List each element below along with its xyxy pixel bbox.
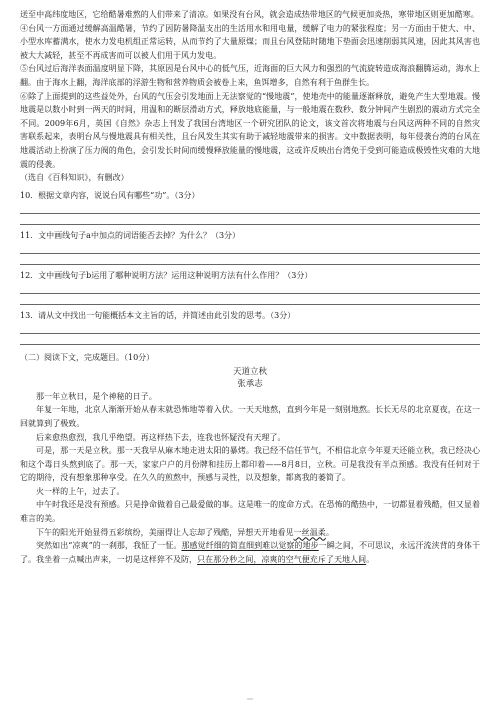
question-12-block: [20, 269, 480, 305]
document-page: [20, 8, 480, 566]
answer-line[interactable]: [20, 264, 480, 265]
story-text: 突然如出“凉爽”的一刹那，我怔了一怔。: [36, 541, 182, 551]
reading-paragraph-5: ⑤台风过后海洋表面温度明显下降，其原因是台风中心的低气压，近海面的巨大风力和强烈的气流旋转造成海浪翻腾运动，海水上翻。由于海水上翻，海洋底部的浮游生物和营养物质会被卷上来，鱼饵增多，自然有利于鱼群生长。: [20, 64, 480, 87]
section-heading: （二）阅读下文，完成题目。（10分）: [20, 352, 155, 362]
reading-paragraph-4: ④台风一方面通过缓解高温酷暑，节约了因防暑降温支出的生活用水和用电量，缓解了电力的紧张程度；另一方面由于使大、中、小型水库蓄满水，使水力发电机组正常运转，从而节约了大量原煤；而且台风登陆时随地下垫面会迅速削弱其风速，因此其风害也被大大减轻，甚至不再成害而可以被人们用于风力发电。: [20, 23, 480, 60]
story-paragraph-4: 可是，那一天是立秋。那一天我早从麻木地走进太阳的暴烤。我已经不信任节气，不相信北京今年夏天还能立秋，我已经决心和这个毒日头熬到底了。那一天，家家户户的月份牌和挂历上都印着——8月8日，立秋。可是我没有半点预感。我没有任何对于它的期待，没有想象那种享受。在久久的煎熬中，预感与灵性，以及想象，都离我的萎简了。: [20, 446, 480, 483]
answer-line[interactable]: [20, 304, 480, 305]
underlined-sentence-a: 那感觉纤细的简直细到难以觉察的地步: [181, 541, 319, 551]
reading-paragraph-continued: 送至中高纬度地区，它给酷暑难熬的人们带来了清凉。如果没有台风，就会造成热带地区的气候更加炎热，寒带地区则更加酷寒。: [20, 10, 479, 19]
source-note: （选自《百科知识》，有删改）: [20, 173, 129, 183]
question-13-block: [20, 309, 480, 345]
story-text: 一瞬之间，不可思议，永远汗流浃背的身体干了。我坐着一点喊出声来，一切是这样猝不及防，: [20, 541, 480, 564]
story-paragraph-3: 后来愈热愈烈，我几乎绝望。再这样热下去，连我也怀疑没有天理了。: [36, 432, 286, 442]
answer-line[interactable]: [20, 253, 480, 254]
article-title: 天道立秋: [232, 366, 267, 377]
question-10: 10．根据文章内容，说说台风有哪些“功”。（3分）: [20, 190, 200, 200]
story-paragraph-7: [20, 526, 480, 540]
story-text: 下午的阳光开始显得五彩缤纷，美丽得让人忘却了残酷，异想天开地看见: [36, 527, 294, 537]
underlined-phrase: 一丝温柔: [293, 527, 326, 537]
story-text: 。: [366, 554, 375, 564]
reading-paragraph-6: ⑥除了上面提到的这些益处外，台风的气压会引发地面上无法察觉的“慢地震”，使地壳中的能量逐渐释放，避免产生大型地震。慢地震是以数小时到一两天的时间，用温和的断层滑动方式，释放地底能量，与一般地震在数秒、数分钟间产生剧烈的震动方式完全不同。2009年6月，英国《自然》杂志上刊发了我国台湾地区一个研究团队的论文，该文首次将地震与台风这两种不同的自然灾害联系起来，表明台风与慢地震具有相关性，且台风发生其实有助于减轻地震带来的损害。文中数据表明，每年侵袭台湾的台风在地震活动上扮演了压力阀的角色，会引发长时间而缓慢释放能量的慢地震，这或许反映出台湾免于受到可能造成极毁性灾难的大地震的侵袭。: [20, 91, 480, 169]
underlined-sentence-b: 只在那分秒之间，凉爽的空气便充斥了天地人间: [197, 554, 367, 564]
answer-line[interactable]: [20, 344, 480, 345]
answer-line[interactable]: [20, 333, 480, 334]
story-paragraph-1: 那一年立秋日，是个神秘的日子。: [36, 391, 157, 401]
story-paragraph-6: 中午时我还是没有预感。只是挣命做着自己最爱做的事。这是唯一的度命方式。在恐怖的酷热中，一切都显着残酷，但又显着难言的美。: [20, 500, 480, 524]
story-body: [20, 390, 480, 567]
question-11: 11．文中画线句子a中加点的词语能否去掉？为什么？（3分）: [20, 230, 241, 240]
answer-line[interactable]: [20, 224, 480, 225]
story-paragraph-8: [20, 539, 480, 566]
answer-line[interactable]: [20, 293, 480, 294]
question-11-block: [20, 229, 480, 265]
question-10-block: [20, 189, 480, 225]
story-text: 。: [325, 527, 334, 537]
answer-line[interactable]: [20, 213, 480, 214]
page-footer-mark: [247, 698, 253, 700]
story-paragraph-2: 年复一年地，北京人渐渐开始从春末就恐怖地等着入伏。一天天地熬，直到今年是一刻别地熬。长长无尽的北京夏夜，在这一回就算到了极致。: [20, 405, 480, 428]
question-13: 13．请从文中找出一句能概括本文主旨的话，并简述由此引发的思考。（3分）: [20, 310, 296, 320]
story-paragraph-5: 火一样的上午，过去了。: [36, 486, 125, 496]
article-author: 张承志: [237, 378, 263, 389]
question-12: 12．文中画线句子b运用了哪种说明方法？运用这种说明方法有什么作用？（3分）: [20, 270, 313, 280]
